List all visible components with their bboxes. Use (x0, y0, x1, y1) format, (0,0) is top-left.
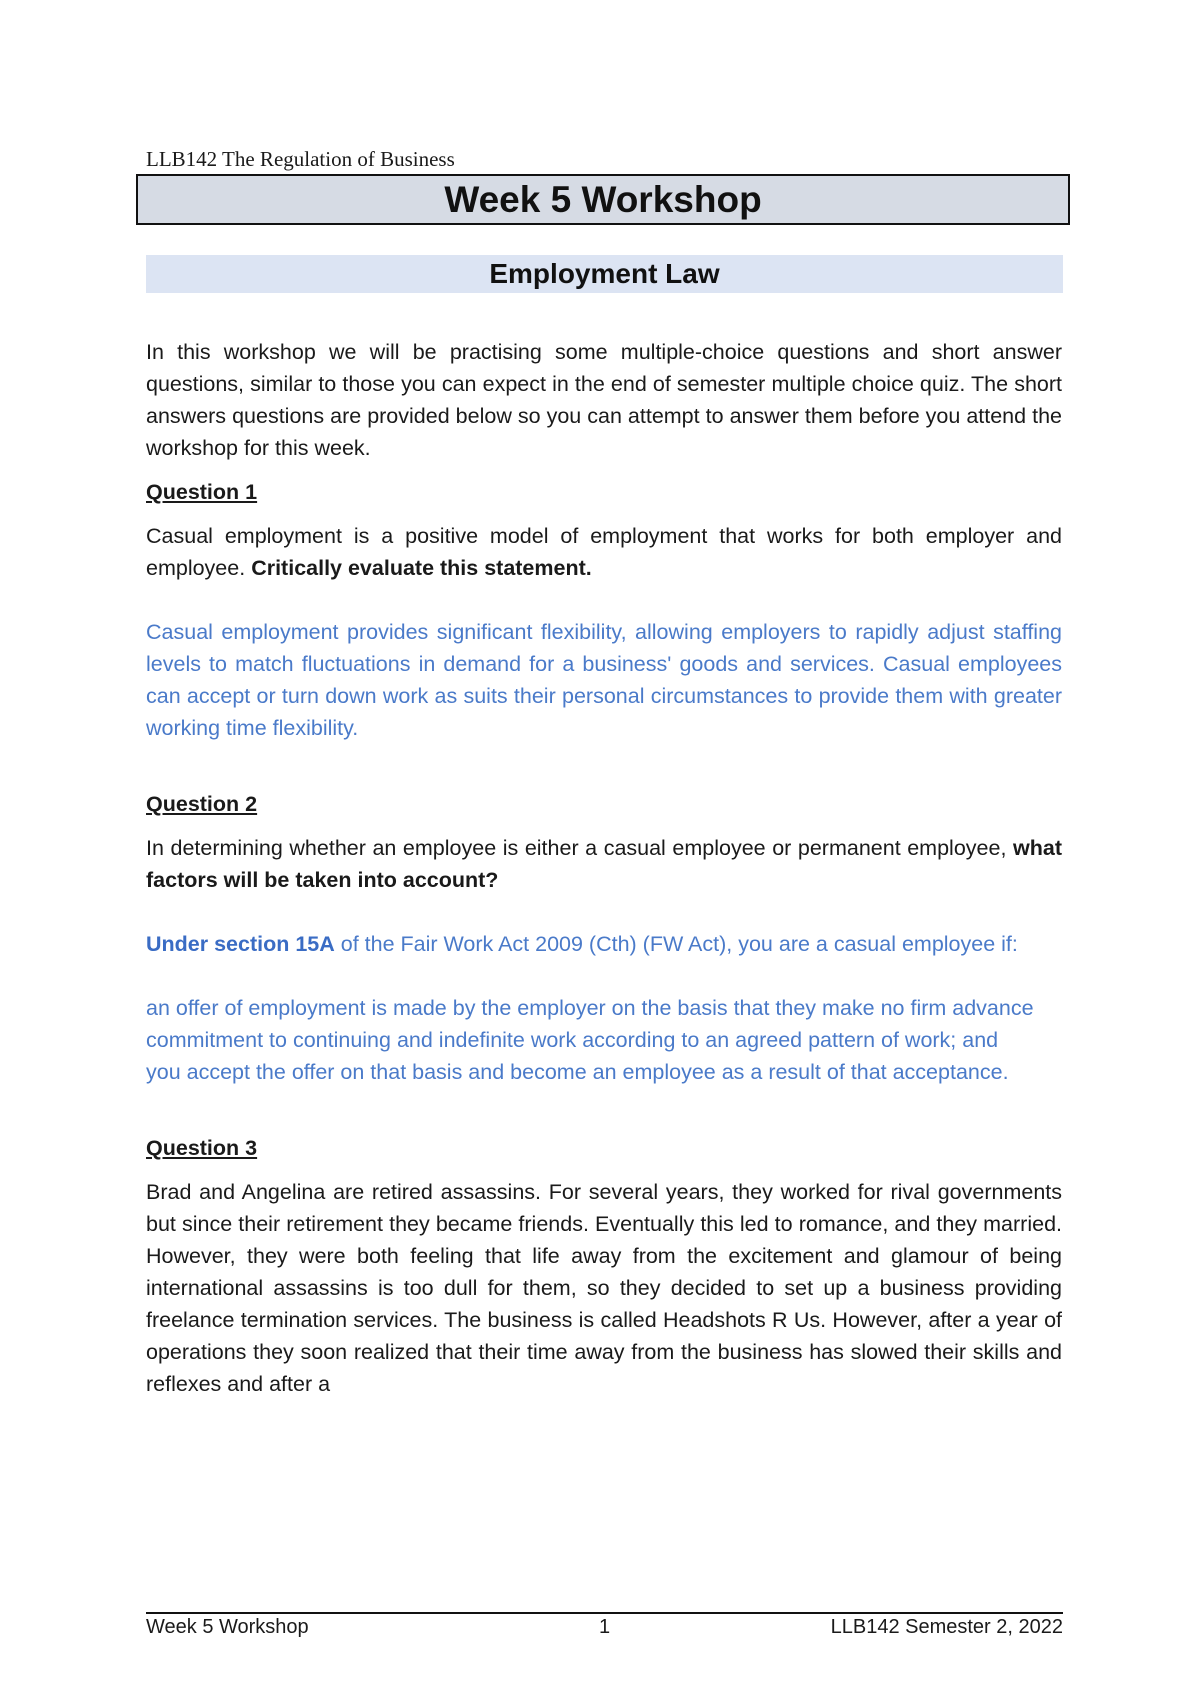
question-2-answer-rest: of the Fair Work Act 2009 (Cth) (FW Act), you are a casual employee if: (340, 932, 1018, 956)
question-2-answer-point-2: you accept the offer on that basis and become an employee as a result of that acceptance. (146, 1060, 1009, 1084)
question-2-answer-intro (146, 928, 1062, 960)
question-1-body: Casual employment is a positive model of employment that works for both employer and employee. (146, 524, 1062, 580)
document-body (146, 336, 1062, 1400)
title-box (136, 174, 1070, 225)
question-2-body: In determining whether an employee is either a casual employee or permanent employee, (146, 836, 1007, 860)
question-2-emphasis: what factors will be taken into account? (146, 836, 1062, 892)
subtitle-bar (146, 255, 1063, 293)
question-1-text (146, 520, 1062, 584)
question-2-answer-point-1: an offer of employment is made by the employer on the basis that they make no firm advance commitment to continuing and indefinite work according to an agreed pattern of work; and (146, 996, 1034, 1052)
question-1-emphasis: Critically evaluate this statement. (251, 556, 592, 580)
course-header: LLB142 The Regulation of Business (146, 147, 455, 171)
question-3-text: Brad and Angelina are retired assassins. For several years, they worked for rival governments but since their retirement they became friends. Eventually this led to romance, and they married. However, they were both feeling that life away from the excitement and glamour of being international assassins is too dull for them, so they decided to set up a business providing freelance termination services. The business is called Headshots R Us. However, after a year of operations they soon realized that their time away from the business has slowed their skills and reflexes and after a (146, 1180, 1062, 1396)
footer-right: LLB142 Semester 2, 2022 (830, 1616, 1063, 1638)
footer-left: Week 5 Workshop (146, 1616, 309, 1638)
question-1-heading: Question 1 (146, 480, 258, 504)
question-2-heading: Question 2 (146, 792, 258, 816)
question-3-heading: Question 3 (146, 1136, 258, 1160)
page-number: 1 (598, 1616, 611, 1638)
footer-divider (146, 1612, 1063, 1614)
question-1-answer: Casual employment provides significant flexibility, allowing employers to rapidly adjust staffing levels to match fluctuations in demand for a business' goods and services. Casual employees can accept or turn down work as suits their personal circumstances to provide them with greater working time flexibility. (146, 620, 1062, 740)
page-footer (146, 1616, 1063, 1639)
intro-paragraph: In this workshop we will be practising some multiple-choice questions and short answer questions, similar to those you can expect in the end of semester multiple choice quiz. The short answers questions are provided below so you can attempt to answer them before you attend the workshop for this week. (146, 340, 1062, 460)
page-subtitle: Employment Law (489, 258, 720, 289)
question-2-text (146, 832, 1062, 896)
page-title: Week 5 Workshop (444, 178, 762, 220)
question-2-answer-lead: Under section 15A (146, 932, 335, 956)
